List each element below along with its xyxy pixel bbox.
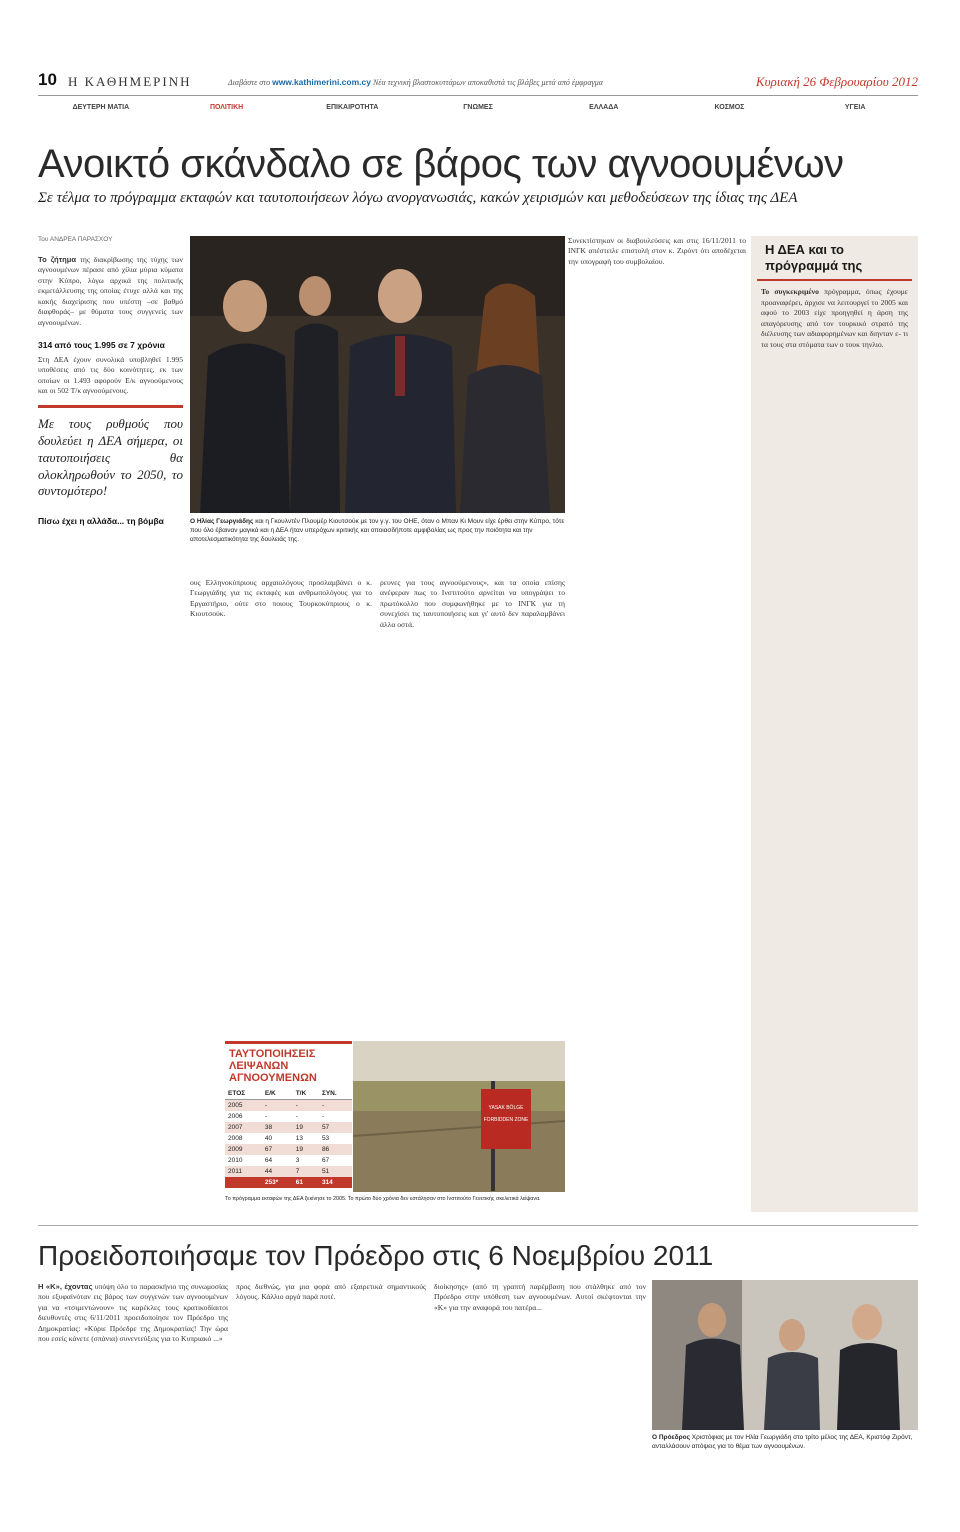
table-cell: 2005 <box>225 1100 262 1112</box>
promo-prefix: Διαβάστε στο <box>228 78 271 87</box>
sidebar-text-body: πρόγραμμα, όπως έχουμε προαναφέρει, άρχισε να λειτουργεί το 2005 και αφού το 2003 είχε προηγηθεί η άρση της απαγόρευσης από τον τουρκικό στρατό της διέλευσης των αδιαφορημένων και διηνταν ε- τι τα τους στα στόματα των ο τουκ τηνλιο. <box>761 287 908 349</box>
nav-item-deuteri-matia[interactable]: ΔΕΥΤΕΡΗ ΜΑΤΙΑ <box>72 104 130 111</box>
table-row <box>225 1166 352 1177</box>
table-cell: 51 <box>319 1166 352 1177</box>
section-nav <box>38 100 918 118</box>
table-cell: - <box>264 1113 268 1121</box>
photo-1-illustration <box>190 236 565 513</box>
table-cell: - <box>262 1100 293 1112</box>
sidebar-box <box>751 236 918 1212</box>
table-cell <box>225 1177 262 1188</box>
table-cell: 38 <box>262 1122 293 1133</box>
table-row <box>225 1122 352 1133</box>
photo-3-caption <box>652 1434 918 1452</box>
photo-un-secretary-general <box>190 236 565 513</box>
table-cell: 253* <box>262 1177 293 1188</box>
table-cell: 2008 <box>228 1135 243 1143</box>
photo-2-illustration <box>353 1041 565 1192</box>
nav-item-kosmos[interactable]: ΚΟΣΜΟΣ <box>714 104 745 111</box>
table-cell: 19 <box>293 1122 319 1133</box>
column-4-text: ρευνες για τους αγνοούμενους», και τα οποία επίσης ανέφεραν πως το Ινστιτούτο αρνείται να υπογράψει το πρωτόκολλο που συμφωνήθηκε με το ΙΝΓΚ για τη συνεχίσει τις ταυτοποιήσεις και γι' αυτό δεν παραλαμβάνει άλλα οστά. <box>380 578 565 629</box>
photo-3-caption-bold: Ο Πρόεδρος <box>652 1434 690 1441</box>
table-row <box>225 1111 352 1122</box>
table-cell: 19 <box>293 1144 319 1155</box>
lead-text: της διακρίβωσης της τύχης των αγνοουμένων πέρασε από χίλια μύρια κύματα στην Κύπρο, λόγω αρχικά της πολιτικής εκμετάλλευσης της οποίας έτυχε αλλά και της κακής διαχείρισης που υπέστη –σε βαθμό διαφθοράς– με θύματα τους συγγενείς των αγνοουμένων. <box>38 254 183 327</box>
table-row <box>225 1100 352 1112</box>
lead-bold: Το ζήτημα <box>38 254 77 264</box>
table-header-year: ΕΤΟΣ <box>225 1088 262 1100</box>
page-number: 10 <box>38 70 57 89</box>
sidebar-text <box>761 287 908 350</box>
table-cell: - <box>295 1113 298 1121</box>
table-total-row <box>225 1177 352 1188</box>
promo-text: Νέα τεχνική βλαστοκυττάρων αποκαθιστά τις βλάβες μετά από έμφραγμα <box>372 78 603 87</box>
article-column-3 <box>190 578 372 1033</box>
photo-3-caption-text: Χριστόφιας με τον Ηλία Γεωργιάδη στο τρίτο μέλος της ΔΕΑ, Κριστόφ Ζιρόντ, ανταλλάσουν απόψεις για το θέμα των αγνοουμένων. <box>652 1434 913 1450</box>
section-divider <box>38 1225 918 1226</box>
masthead <box>38 68 918 96</box>
table-cell: 2006 <box>228 1113 243 1121</box>
table-cell: 2009 <box>225 1144 262 1155</box>
bottom-column-3 <box>434 1282 646 1507</box>
table-cell: - <box>319 1100 352 1112</box>
issue-date: Κυριακή 26 Φεβρουαρίου 2012 <box>755 74 918 89</box>
table-header-gc: Ε/Κ <box>262 1088 293 1100</box>
article-subheadline: Σε τέλμα το πρόγραμμα εκταφών και ταυτοποιήσεων λόγω ανοργανωσιάς, κακών χειρισμών και μεθοδεύσεων της ίδιας της ΔΕΑ <box>38 190 798 206</box>
article-headline: Ανοικτό σκάνδαλο σε βάρος των αγνοουμένων <box>38 142 844 186</box>
identifications-table <box>225 1088 352 1188</box>
table-cell: - <box>321 1113 325 1121</box>
bottom-column-2-text: προς διεθνώς, για μια φορά από εξαιρετικά σημαντικούς λόγους. Κάλλιο αργά παρά ποτέ. <box>236 1282 426 1302</box>
column-1-text: Στη ΔΕΑ έχουν συνολικά υποβληθεί 1.995 υποθέσεις από τις δύο κοινότητες, εκ των οποίων οι 1.493 αφορούν Ε/κ αγνοούμενους και οι 502 Τ/κ αγνοούμενους. <box>38 354 183 396</box>
promo-line <box>228 77 603 87</box>
table-title: ΤΑΥΤΟΠΟΙΗΣΕΙΣ ΛΕΙΨΑΝΩΝ ΑΓΝΟΟΥΜΕΝΩΝ <box>225 1041 352 1088</box>
table-cell: 3 <box>295 1157 300 1165</box>
article-column-1 <box>38 236 183 1212</box>
table-cell: 2010 <box>228 1157 243 1165</box>
table-cell: 40 <box>264 1135 273 1143</box>
table-cell: 86 <box>319 1144 352 1155</box>
bottom-lead-text: υπόψη όλο το παρασκήνιο της συνωμοσίας που εξυφαίνόταν εις βάρος των συγγενών των αγνοουμένων για να «τσιμεντώνουν» τις καρέκλες τους κρατικοδίαιτοι διευθυντές στις 6/11/2011 προειδοποίησε τον Πρόεδρο της Δημοκρατίας: «Κύριε Πρόεδρε της Δημοκρατίας! Την ώρα που εσείς κάνετε (σπάνια) συνεντεύξεις για το Κυπριακό ...» <box>38 1282 228 1344</box>
table-row <box>225 1144 352 1155</box>
table-cell: 61 <box>293 1177 319 1188</box>
table-cell: 2007 <box>225 1122 262 1133</box>
table-cell: - <box>293 1100 319 1112</box>
sidebar-title: Η ΔΕΑ και το πρόγραμμά της <box>757 236 912 281</box>
nav-item-gnomes[interactable]: ΓΝΩΜΕΣ <box>463 104 493 111</box>
table-cell: 7 <box>293 1166 319 1177</box>
photo-1-caption-text: και η Γκουλντέν Πλουμέρ Κιουτσούκ με τον γ.γ. του ΟΗΕ, όταν ο Μπαν Κι Μουν είχε έρθει στην Κύπρο, τότε που όλο έβαιναν μαγικά και η ΔΕΑ ήταν υπερόχων κριτικής και οποιασδήποτε αμφιβολίας ως προς την ποιότητα και την αποτελεσματικότητα της δουλειάς της. <box>190 518 565 543</box>
identifications-table-box <box>225 1041 352 1188</box>
subhead-bomb: Πίσω έχει η αλλάδα... τη βόμβα <box>38 516 164 527</box>
sidebar-lead-bold: Το συγκεκριμένο <box>761 287 819 297</box>
article-column-4 <box>380 578 565 1033</box>
paper-name: Η ΚΑΘΗΜΕΡΙΝΗ <box>68 74 192 89</box>
nav-item-epikairotita[interactable]: ΕΠΙΚΑΙΡΟΤΗΤΑ <box>326 104 379 111</box>
bottom-column-2 <box>236 1282 426 1507</box>
nav-item-ygeia[interactable]: ΥΓΕΙΑ <box>844 104 866 111</box>
article-column-5 <box>568 236 746 1212</box>
photo-2-caption: Το πρόγραμμα εκταφών της ΔΕΑ ξεκίνησε το 2005. Το πρώτο δύο χρόνια δεν εστάλησαν στο Ινστιτούτο Γενετικής σκελετικά λείψανα. <box>225 1196 541 1202</box>
table-cell: 64 <box>264 1157 273 1165</box>
bottom-column-1 <box>38 1282 228 1507</box>
nav-item-politiki[interactable]: ΠΟΛΙΤΙΚΗ <box>209 104 244 111</box>
byline: Του ΑΝΔΡΕΑ ΠΑΡΑΣΧΟΥ <box>38 236 113 243</box>
table-cell: 314 <box>319 1177 352 1188</box>
column-3-text: ους Ελληνοκύπριους αρχαιολόγους προσλαμβάνει ο κ. Γεωργιάδης για τις εκταφές και ανθρωπολόγους για το Εργαστήριο, ούτε στο ποιους Τουρκοκύπριους ο κ. Κιουτσούκ. <box>190 578 372 619</box>
sidebar-body <box>751 281 918 1211</box>
photo-president-meeting <box>652 1280 918 1430</box>
photo-1-caption <box>190 518 565 544</box>
column-5-text: Συνεκτίστηκαν οι διαβουλεύσεις και στις 16/11/2011 το ΙΝΓΚ απέστειλε επιστολή στον κ. Ζιρόντ ότι αποδέχεται την υπογραφή του συμβολαίου. <box>568 236 746 266</box>
bottom-headline: Προειδοποιήσαμε τον Πρόεδρο στις 6 Νοεμβρίου 2011 <box>38 1240 714 1271</box>
pullquote: Με τους ρυθμούς που δουλεύει η ΔΕΑ σήμερα, οι ταυτοποιήσεις θα ολοκληρωθούν το 2050, το συντομότερο! <box>38 405 183 508</box>
table-cell: 53 <box>321 1135 330 1143</box>
subhead-314: 314 από τους 1.995 σε 7 χρόνια <box>38 340 165 351</box>
sign-line-1: YASAK BÖLGE <box>488 1105 524 1111</box>
table-row <box>225 1133 352 1144</box>
sign-line-2: FORBIDDEN ZONE <box>483 1117 529 1123</box>
promo-site-link[interactable]: www.kathimerini.com.cy <box>272 77 371 87</box>
bottom-column-3-text: διοίκησης» (από τη γραπτή παρέμβαση που στάλθηκε από τον Πρόεδρο στην υπόθεση των αγνοουμένων. Αυτοί σκέφτονται την «Κ» για την αναφορά του πατέρα... <box>434 1282 646 1312</box>
bottom-lead <box>38 1282 228 1345</box>
nav-item-ellada[interactable]: ΕΛΛΑΔΑ <box>589 104 619 111</box>
article-lead <box>38 255 183 328</box>
table-cell: 67 <box>321 1157 330 1165</box>
table-row <box>225 1155 352 1166</box>
table-cell: 44 <box>262 1166 293 1177</box>
table-header-tc: Τ/Κ <box>293 1088 319 1100</box>
bottom-lead-bold: Η «Κ», έχοντας <box>38 1282 93 1291</box>
photo-3-illustration <box>652 1280 918 1430</box>
table-cell: 13 <box>295 1135 303 1143</box>
table-cell: 57 <box>319 1122 352 1133</box>
table-header-total: ΣΥΝ. <box>319 1088 352 1100</box>
photo-excavation-site <box>353 1041 565 1192</box>
photo-1-caption-bold: Ο Ηλίας Γεωργιάδης <box>190 518 254 525</box>
table-cell: 67 <box>262 1144 293 1155</box>
table-cell: 2011 <box>225 1166 262 1177</box>
